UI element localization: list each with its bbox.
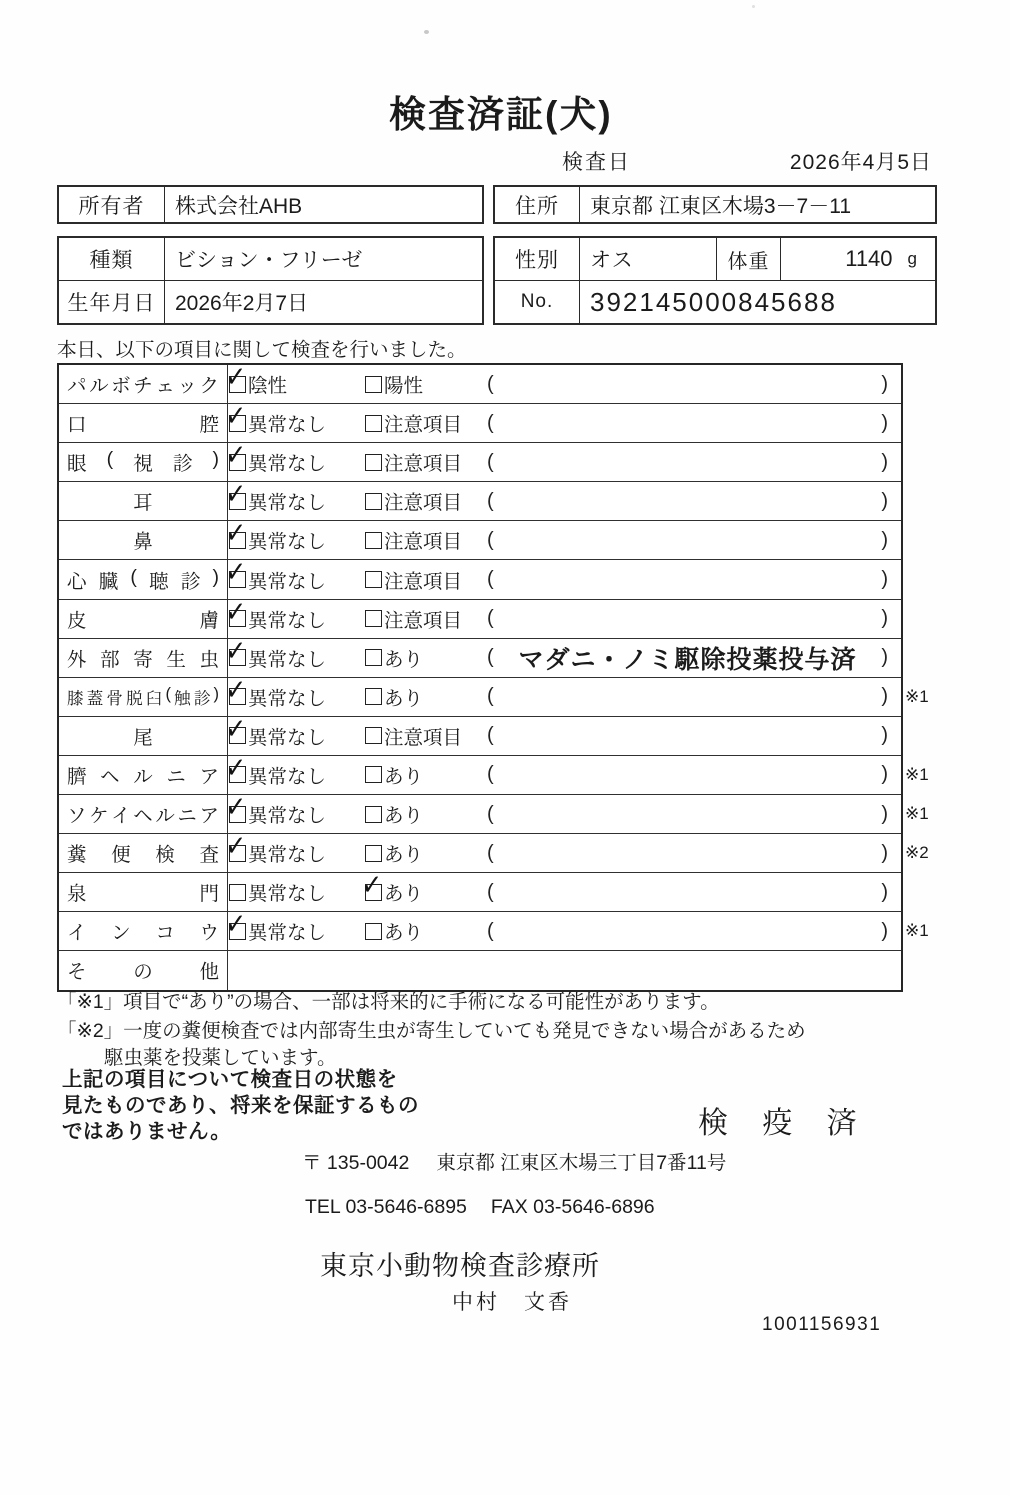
remarks-field — [487, 600, 888, 638]
table-row — [59, 950, 901, 989]
clinic-address-line — [302, 1147, 726, 1175]
option-2 — [365, 560, 462, 598]
row-body — [224, 477, 901, 520]
checkbox — [365, 727, 382, 744]
remarks-value: マダニ・ノミ駆除投薬投与済 — [518, 645, 857, 674]
checkmark-icon: ✓ — [224, 633, 247, 669]
checkbox — [365, 415, 382, 432]
remarks-field — [487, 521, 888, 559]
serial-number: 1001156931 — [762, 1314, 882, 1335]
table-row — [59, 711, 901, 755]
row-body — [224, 907, 901, 950]
paren-close: ) — [881, 841, 888, 864]
table-row — [59, 399, 901, 442]
checkmark-icon: ✓ — [224, 594, 247, 630]
row-label: そ の 他 — [67, 961, 219, 984]
disclaimer-line-2: 見たものであり、将来を保証するもの — [62, 1094, 419, 1117]
row-label-cell — [59, 834, 228, 872]
option-1-label: 異常なし — [248, 648, 327, 671]
paren-close: ) — [881, 528, 888, 551]
disclaimer-text — [62, 1067, 419, 1145]
footnote-ref: ※1 — [905, 804, 929, 824]
option-2 — [365, 834, 423, 872]
checkmark-icon: ✓ — [224, 711, 247, 747]
option-2-label: あり — [384, 844, 424, 867]
row-label: 鼻 — [133, 531, 153, 554]
option-1-label: 異常なし — [248, 922, 327, 945]
weight-label: 体重 — [717, 238, 781, 280]
paren-close: ) — [881, 802, 888, 825]
checkmark-icon: ✓ — [224, 555, 247, 591]
page-title: 検査済証(犬) — [389, 94, 613, 135]
remarks-field — [487, 443, 888, 481]
table-row — [59, 672, 929, 716]
clinic-address: 東京都 江東区木場三丁目7番11号 — [436, 1152, 727, 1174]
address-box — [493, 185, 937, 224]
option-2 — [365, 521, 462, 559]
row-body — [224, 672, 901, 716]
checkmark-icon: ✓ — [224, 438, 247, 473]
row-label: 耳 — [133, 492, 153, 515]
option-1 — [224, 829, 327, 872]
option-2 — [365, 639, 423, 677]
remarks-field — [487, 639, 888, 677]
option-2-label: 注意項目 — [384, 570, 463, 593]
paren-open: ( — [487, 568, 494, 591]
owner-value: 株式会社AHB — [175, 194, 303, 218]
table-row — [59, 751, 929, 794]
option-1-label: 異常なし — [248, 492, 327, 515]
row-label: 口 腔 — [67, 414, 219, 437]
row-body — [224, 751, 901, 794]
sex-value: オス — [580, 238, 717, 280]
paren-close: ) — [881, 919, 888, 942]
paren-close: ) — [881, 607, 888, 630]
address-label: 住所 — [495, 187, 580, 222]
remarks-field — [487, 912, 888, 950]
option-2-label: 注意項目 — [384, 609, 463, 632]
checkbox — [365, 806, 382, 823]
row-label: 泉 門 — [67, 883, 219, 906]
row-label: 糞 便 検 査 — [67, 844, 219, 867]
footnote-ref: ※1 — [905, 764, 929, 784]
remarks-field — [487, 482, 888, 520]
checkmark-icon: ✓ — [224, 907, 247, 943]
no-label: No. — [495, 281, 580, 323]
option-1-label: 異常なし — [248, 844, 327, 867]
weight-unit: g — [907, 249, 917, 268]
paren-open: ( — [487, 841, 494, 864]
option-2-label: 注意項目 — [384, 492, 463, 515]
scan-speck — [424, 30, 429, 34]
paren-open: ( — [487, 880, 494, 903]
option-2 — [365, 600, 462, 638]
quarantine-stamp-text: 検 疫 済 — [698, 1107, 870, 1140]
spacer — [467, 1196, 491, 1219]
row-label: 皮 膚 — [67, 609, 219, 632]
birthdate-label: 生年月日 — [59, 281, 165, 323]
option-2-label: あり — [384, 687, 424, 710]
table-row — [59, 477, 901, 520]
paren-open: ( — [487, 724, 494, 747]
checkmark-icon: ✓ — [224, 790, 247, 825]
checkmark-icon: ✓ — [224, 399, 247, 434]
option-1 — [224, 790, 327, 833]
table-row — [59, 516, 901, 559]
paren-close: ) — [881, 685, 888, 708]
row-label: 外 部 寄 生 虫 — [67, 648, 219, 671]
checkmark-icon: ✓ — [224, 751, 247, 786]
option-2-label: あり — [384, 765, 424, 788]
footnote-ref: ※1 — [905, 921, 929, 941]
paren-open: ( — [487, 372, 494, 395]
paren-open: ( — [487, 607, 494, 630]
option-2-label: あり — [384, 883, 424, 906]
footnote-1: 「※1」項目で“あり”の場合、一部は将来的に手術になる可能性があります。 — [57, 991, 720, 1013]
checkbox — [365, 454, 382, 471]
remarks-field — [487, 756, 888, 794]
row-label-cell — [59, 912, 228, 950]
option-1-label: 異常なし — [248, 765, 327, 788]
row-label: 尾 — [133, 726, 153, 749]
checkbox — [365, 923, 382, 940]
option-2 — [365, 756, 423, 794]
weight-value-cell — [781, 238, 935, 280]
option-2 — [365, 404, 462, 442]
option-1-label: 異常なし — [248, 453, 327, 476]
breed-value: ビション・フリーゼ — [175, 249, 363, 272]
option-2-label: 注意項目 — [384, 453, 463, 476]
weight-value: 1140 — [845, 246, 893, 271]
row-label: 眼 ( 視 診 ) — [67, 448, 219, 476]
paren-open: ( — [487, 685, 494, 708]
sex-weight-no-box — [493, 236, 937, 325]
option-1 — [224, 907, 327, 950]
option-1 — [224, 477, 327, 520]
row-body — [224, 438, 901, 481]
footnote-ref: ※1 — [905, 686, 929, 706]
row-label-cell — [59, 521, 228, 559]
remarks-field — [487, 873, 888, 911]
paren-open: ( — [487, 802, 494, 825]
option-1-label: 陰性 — [248, 375, 288, 398]
row-label-cell — [59, 443, 228, 481]
checkmark-icon: ✓ — [360, 868, 383, 903]
row-label-cell — [59, 795, 228, 833]
option-2 — [365, 795, 423, 833]
checkbox — [365, 571, 382, 588]
birthdate-value: 2026年2月7日 — [175, 292, 309, 315]
examiner-name: 中村 文香 — [452, 1291, 572, 1314]
option-1-label: 異常なし — [248, 687, 327, 710]
option-1 — [224, 633, 327, 677]
paren-close: ) — [881, 646, 888, 669]
paren-open: ( — [487, 528, 494, 551]
option-1-label: 異常なし — [248, 726, 327, 749]
remarks-field — [487, 795, 888, 833]
checkbox — [365, 688, 382, 705]
paren-close: ) — [881, 411, 888, 434]
table-row — [59, 790, 929, 833]
clinic-name: 東京小動物検査診療所 — [320, 1251, 600, 1281]
paren-close: ) — [881, 724, 888, 747]
checkbox — [365, 610, 382, 627]
option-2 — [360, 868, 424, 911]
footnote-2-line1: 「※2」一度の糞便検査では内部寄生虫が寄生していても発見できない場合があるため — [57, 1020, 806, 1042]
breed-birth-box — [57, 236, 484, 325]
row-label-cell — [59, 717, 228, 755]
no-value: 392145000845688 — [590, 286, 837, 317]
row-body — [224, 360, 901, 403]
footnote-2-line2: 駆虫薬を投薬しています。 — [104, 1047, 337, 1069]
row-label-cell — [59, 678, 228, 716]
row-body — [224, 594, 901, 638]
owner-box — [57, 185, 484, 224]
option-2-label: あり — [384, 805, 424, 828]
paren-open: ( — [487, 646, 494, 669]
checkmark-icon: ✓ — [224, 477, 247, 513]
paren-close: ) — [881, 568, 888, 591]
remarks-field — [487, 404, 888, 442]
remarks-field — [487, 560, 888, 598]
table-row — [59, 633, 901, 677]
spacer — [409, 1147, 436, 1175]
clinic-tel-line — [305, 1196, 655, 1219]
option-1 — [224, 751, 327, 794]
option-2-label: 注意項目 — [384, 414, 463, 437]
paren-close: ) — [881, 489, 888, 512]
row-label-cell — [59, 756, 228, 794]
paren-close: ) — [881, 450, 888, 473]
option-2 — [365, 365, 423, 403]
option-2 — [365, 678, 423, 716]
row-body — [224, 633, 901, 677]
disclaimer-line-1: 上記の項目について検査日の状態を — [62, 1068, 398, 1091]
row-label: 心 臓 ( 聴 診 ) — [67, 565, 219, 593]
paren-open: ( — [487, 763, 494, 786]
row-body — [224, 790, 901, 833]
option-1-label: 異常なし — [248, 609, 327, 632]
paren-close: ) — [881, 372, 888, 395]
option-2 — [365, 912, 423, 950]
option-2-label: 注意項目 — [384, 726, 463, 749]
owner-label: 所有者 — [59, 187, 165, 222]
option-1-label: 異常なし — [248, 883, 327, 906]
remarks-field — [487, 717, 888, 755]
remarks-field — [487, 365, 888, 403]
address-value: 東京都 江東区木場3－7－11 — [590, 194, 851, 218]
intro-text: 本日、以下の項目に関して検査を行いました。 — [57, 339, 467, 361]
row-body — [224, 555, 901, 598]
checkbox — [365, 766, 382, 783]
clinic-fax: FAX 03-5646-6896 — [490, 1196, 655, 1218]
row-label: イ ン コ ウ — [67, 922, 219, 945]
row-label: パ ル ボ チ ェ ッ ク — [67, 375, 219, 398]
option-1 — [224, 555, 327, 598]
option-1 — [224, 399, 327, 442]
row-label-cell — [59, 365, 228, 403]
option-2-label: 陽性 — [384, 375, 424, 398]
option-2-label: あり — [384, 648, 424, 671]
paren-close: ) — [881, 763, 888, 786]
checkbox — [365, 493, 382, 510]
row-body — [228, 951, 901, 989]
table-row — [59, 555, 901, 598]
checkmark-icon: ✓ — [224, 672, 247, 708]
footnote-ref: ※2 — [905, 843, 929, 863]
paren-open: ( — [487, 919, 494, 942]
option-2-label: あり — [384, 922, 424, 945]
option-1 — [224, 360, 288, 403]
option-1-label: 異常なし — [248, 570, 327, 593]
clinic-tel: TEL 03-5646-6895 — [305, 1196, 467, 1218]
row-body — [224, 711, 901, 755]
option-1-label: 異常なし — [248, 414, 327, 437]
option-1 — [224, 438, 327, 481]
option-1 — [229, 873, 326, 911]
remarks-field — [487, 834, 888, 872]
checkbox — [365, 649, 382, 666]
paren-open: ( — [487, 489, 494, 512]
option-2 — [365, 482, 462, 520]
inspection-table — [57, 360, 929, 992]
row-label-cell — [59, 951, 228, 989]
option-2 — [365, 717, 462, 755]
row-body — [224, 516, 901, 559]
table-row — [59, 907, 929, 950]
table-row — [59, 868, 901, 911]
row-label: 臍 ヘ ル ニ ア — [67, 765, 219, 788]
remarks-field — [487, 678, 888, 716]
option-1 — [224, 711, 327, 755]
checkbox — [365, 532, 382, 549]
option-2-label: 注意項目 — [384, 531, 463, 554]
paren-open: ( — [487, 411, 494, 434]
option-1 — [224, 516, 327, 559]
disclaimer-line-3: ではありません。 — [62, 1120, 232, 1143]
checkmark-icon: ✓ — [224, 360, 247, 395]
row-label-cell — [59, 404, 228, 442]
row-label-cell — [59, 873, 228, 911]
option-2 — [365, 443, 462, 481]
table-row — [59, 829, 929, 872]
checkmark-icon: ✓ — [224, 516, 247, 552]
row-label: ソ ケ イ ヘ ル ニ ア — [67, 805, 219, 828]
checkbox — [365, 376, 382, 393]
option-1-label: 異常なし — [248, 531, 327, 554]
postal-code: 〒 135-0042 — [302, 1152, 410, 1174]
checkbox — [229, 884, 246, 901]
row-label-cell — [59, 600, 228, 638]
table-row — [59, 360, 901, 403]
inspection-date-value: 2026年4月5日 — [789, 151, 932, 174]
option-1-label: 異常なし — [248, 805, 327, 828]
row-label: 膝 蓋 骨 脱 臼 ( 触 診 ) — [67, 684, 219, 708]
checkbox — [365, 845, 382, 862]
paren-close: ) — [881, 880, 888, 903]
scan-speck — [752, 5, 755, 8]
sex-label: 性別 — [495, 238, 580, 280]
option-1 — [224, 594, 327, 638]
paren-open: ( — [487, 450, 494, 473]
row-body — [224, 399, 901, 442]
inspection-date-label: 検査日 — [562, 151, 631, 174]
option-1 — [224, 672, 327, 716]
breed-label: 種類 — [59, 238, 165, 280]
row-body — [228, 868, 901, 911]
row-body — [224, 829, 901, 872]
row-label-cell — [59, 639, 228, 677]
row-label-cell — [59, 560, 228, 598]
checkmark-icon: ✓ — [224, 829, 247, 864]
table-row — [59, 438, 901, 481]
table-row — [59, 594, 901, 638]
row-label-cell — [59, 482, 228, 520]
